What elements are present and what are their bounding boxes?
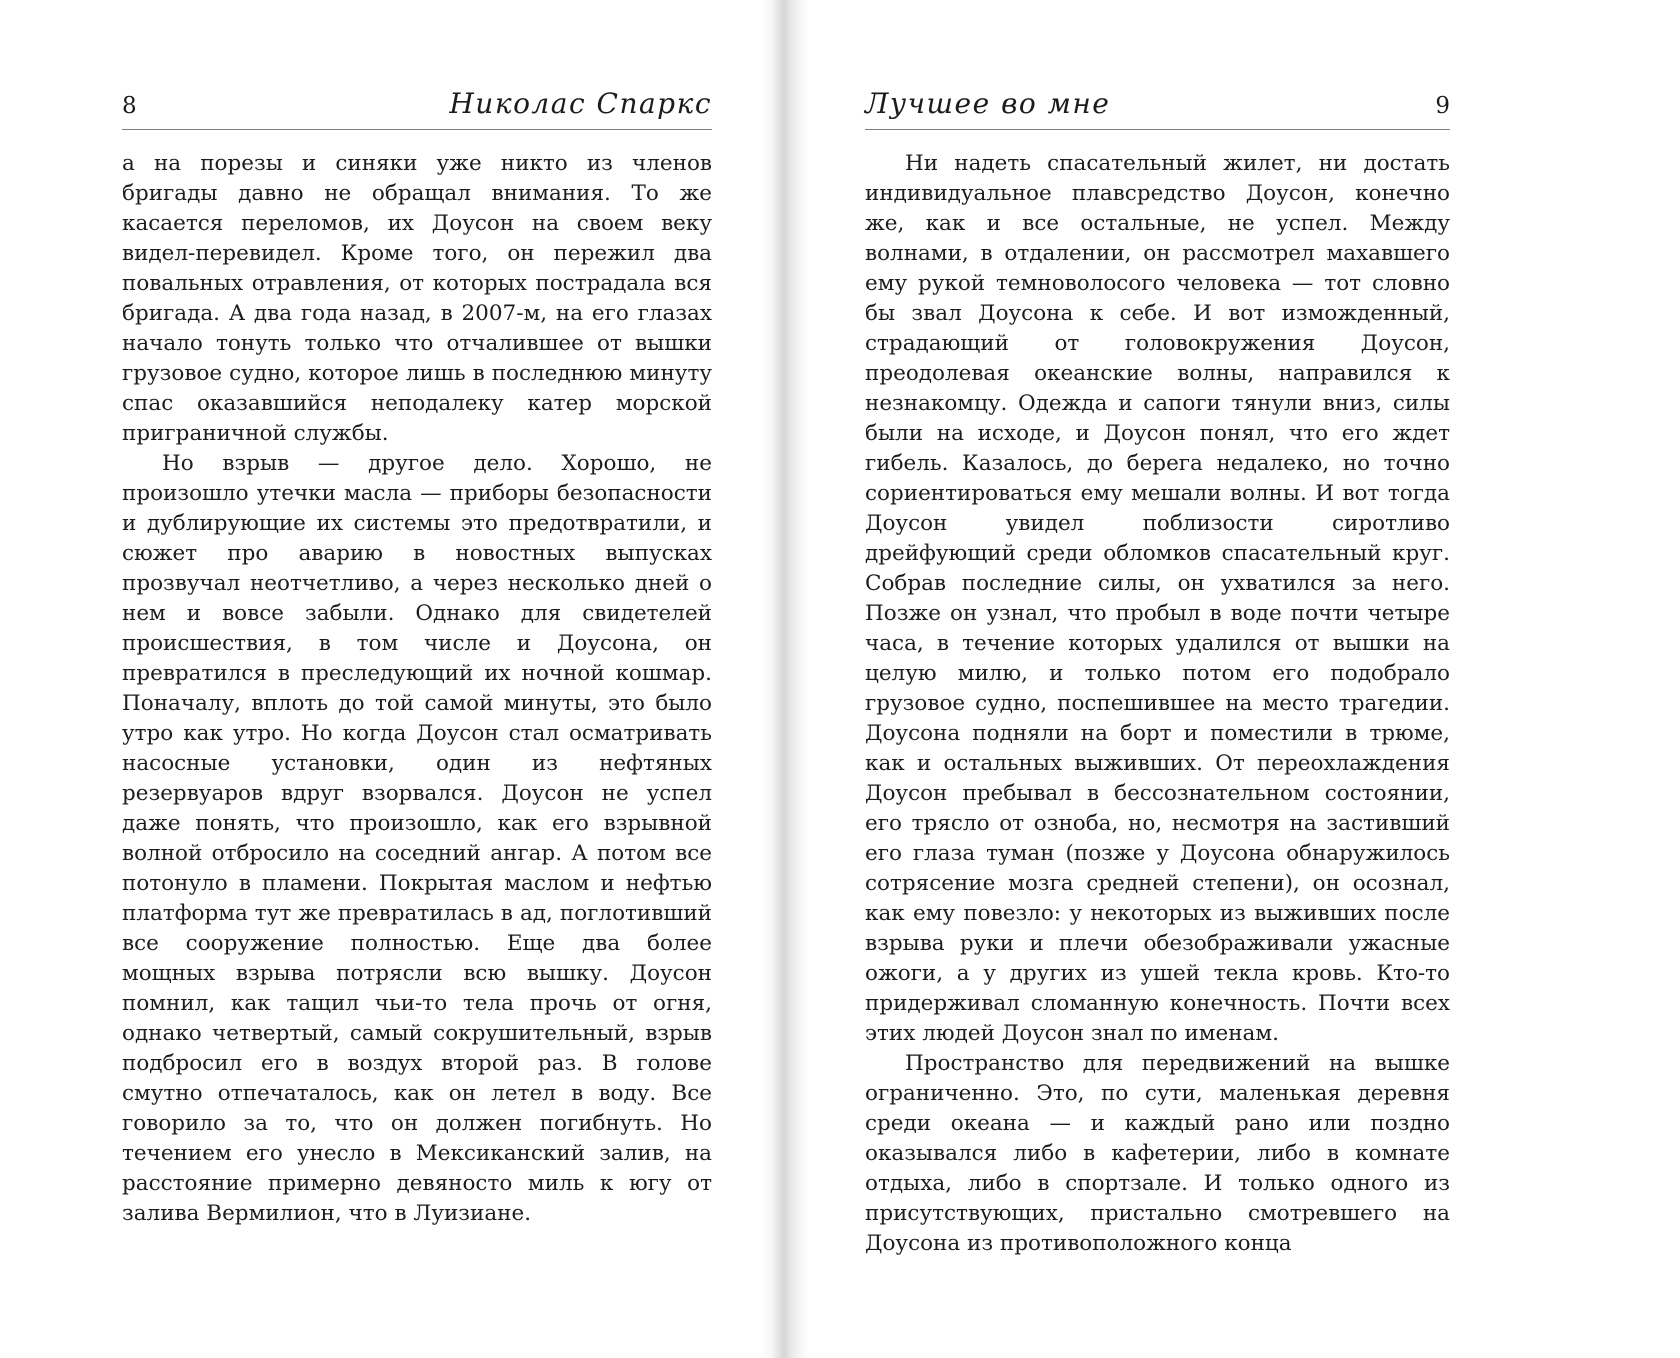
paragraph: а на порезы и синяки уже никто из членов бригады давно не обращал внимания. То же касается переломов, их Доусон на своем веку видел-перевидел. Кроме того, он пережил два повальных отравления, от которых пострадала вся бригада. А два года назад, в 2007-м, на его глазах начало тонуть только что отчалившее от вышки грузовое судно, которое лишь в последнюю минуту спас оказавшийся неподалеку катер морской приграничной службы. [122,151,712,446]
book-spine-shadow [760,0,808,1358]
right-running-title: Лучшее во мне [865,87,1111,120]
paragraph: Но взрыв — другое дело. Хорошо, не произошло утечки масла — приборы безопасности и дублирующие их системы это предотвратили, и сюжет про аварию в новостных выпусках прозвучал неотчетливо, а через несколько дней о нем и вовсе забыли. Однако для свидетелей происшествия, в том числе и Доусона, он превратился в преследующий их ночной кошмар. Поначалу, вплоть до той самой минуты, это было утро как утро. Но когда Доусон стал осматривать насосные установки, один из нефтяных резервуаров вдруг взорвался. Доусон не успел даже понять, что произошло, как его взрывной волной отбросило на соседний ангар. А потом все потонуло в пламени. Покрытая маслом и нефтью платформа тут же превратилась в ад, поглотивший все сооружение полностью. Еще два более мощных взрыва потрясли всю вышку. Доусон помнил, как тащил чьи-то тела прочь от огня, однако четвертый, самый сокрушительный, взрыв подбросил его в воздух второй раз. В голове смутно отпечаталось, как он летел в воду. Все говорило за то, что он должен погибнуть. Но течением его унесло в Мексиканский залив, на расстояние примерно девяносто миль к югу от залива Вермилион, что в Луизиане. [122,451,712,1226]
left-header-rule [122,129,712,130]
right-header-rule [865,129,1450,130]
left-running-title: Николас Спаркс [449,87,712,120]
left-page-header [122,87,712,126]
page-right [865,0,1450,1259]
paragraph: Ни надеть спасательный жилет, ни достать индивидуальное плавсредство Доусон, конечно же, как и все остальные, не успел. Между волнами, в отдалении, он рассмотрел махавшего ему рукой темноволосого человека — тот словно бы звал Доусона к себе. И вот изможденный, страдающий от головокружения Доусон, преодолевая океанские волны, направился к незнакомцу. Одежда и сапоги тянули вниз, силы были на исходе, и Доусон понял, что его ждет гибель. Казалось, до берега недалеко, но точно сориентироваться ему мешали волны. И вот тогда Доусон увидел поблизости сиротливо дрейфующий среди обломков спасательный круг. Собрав последние силы, он ухватился за него. Позже он узнал, что пробыл в воде почти четыре часа, в течение которых удалился от вышки на целую милю, и только потом его подобрало грузовое судно, поспешившее на место трагедии. Доусона подняли на борт и поместили в трюме, как и остальных выживших. От переохлаждения Доусон пребывал в бессознательном состоянии, его трясло от озноба, но, несмотря на застивший его глаза туман (позже у Доусона обнаружилось сотрясение мозга средней степени), он осознал, как ему повезло: у некоторых из выживших после взрыва руки и плечи обезображивали ужасные ожоги, а у других из ушей текла кровь. Кто-то придерживал сломанную конечность. Почти всех этих людей Доусон знал по именам. [865,151,1450,1046]
page-left [122,0,712,1229]
left-page-number: 8 [122,93,137,119]
right-page-number: 9 [1435,93,1450,119]
paragraph: Пространство для передвижений на вышке ограниченно. Это, по сути, маленькая деревня среди океана — и каждый рано или поздно оказывался либо в кафетерии, либо в комнате отдыха, либо в спортзале. И только одного из присутствующих, пристально смотревшего на Доусона из противоположного конца [865,1051,1450,1256]
right-page-header [865,87,1450,126]
right-page-body [865,149,1450,1259]
left-page-body [122,149,712,1229]
